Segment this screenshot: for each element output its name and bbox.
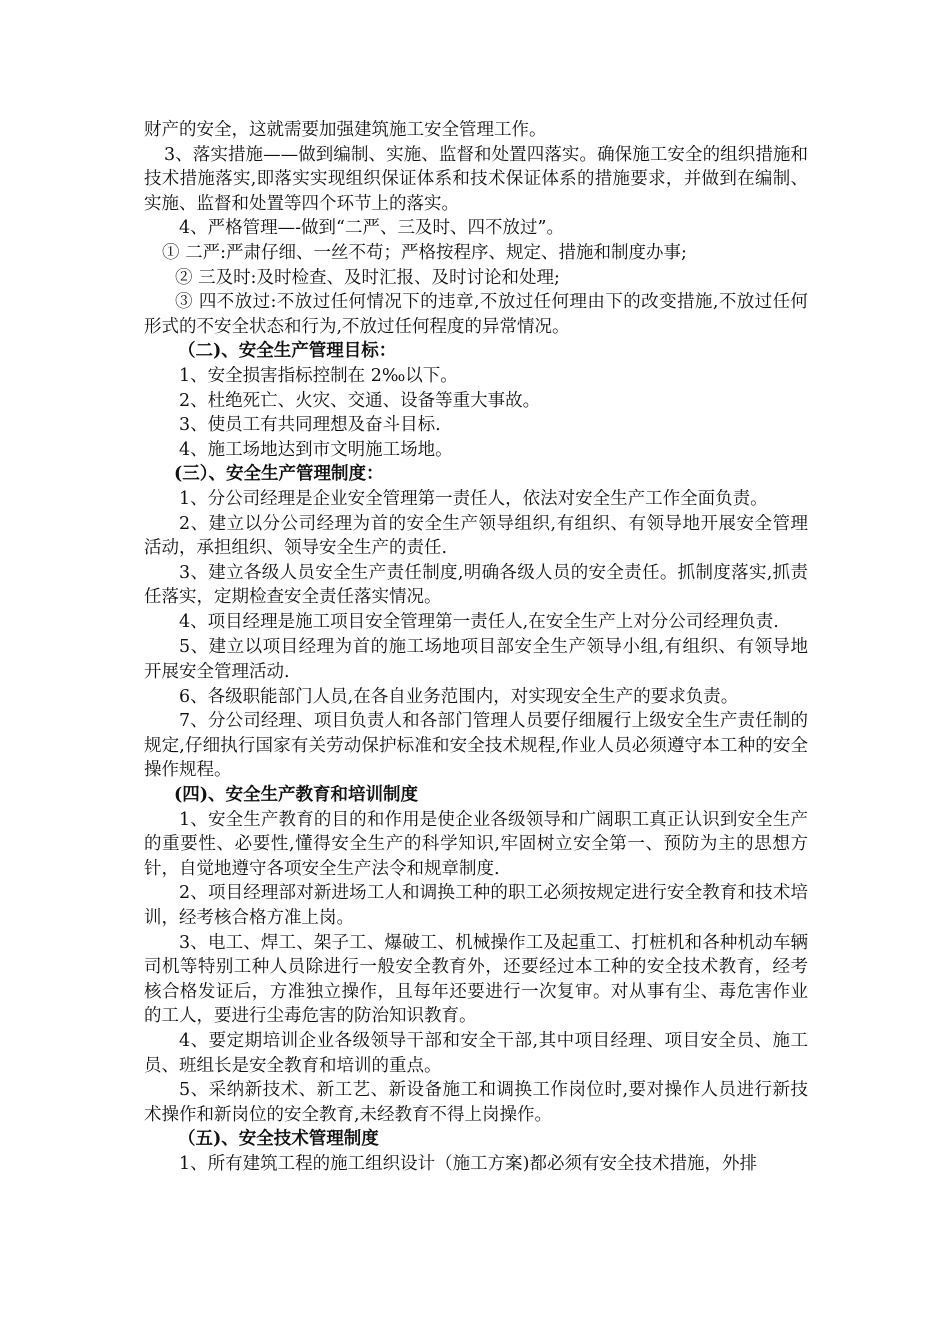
section-heading-2: （二)、安全生产管理目标： — [178, 341, 397, 362]
paragraph-circled-2: ② 三及时:及时检查、及时汇报、及时讨论和处理; — [175, 267, 560, 288]
list-item: 5、建立以项目经理为首的施工场地项目部安全生产领导小组,有组织、有领导地开展安全管理活动. — [144, 637, 808, 683]
document-page — [144, 118, 808, 1177]
paragraph-item-3: 3、落实措施——做到编制、实施、监督和处置四落实。确保施工安全的组织措施和技术措施落实,即落实实现组织保证体系和技术保证体系的措施要求，并做到在编制、实施、监督和处置等四个环节上的落实。 — [144, 144, 808, 214]
paragraph-circled-1: ① 二严:严肃仔细、一丝不苟；严格按程序、规定、措施和制度办事; — [162, 242, 687, 263]
list-item: 2、杜绝死亡、火灾、交通、设备等重大事故。 — [179, 390, 541, 411]
section-heading-5: （五)、安全技术管理制度 — [178, 1129, 379, 1150]
list-item: 2、建立以分公司经理为首的安全生产领导组织,有组织、有领导地开展安全管理活动，承担组织、领导安全生产的责任. — [144, 513, 808, 559]
list-item: 4、要定期培训企业各级领导干部和安全干部,其中项目经理、项目安全员、施工员、班组长是安全教育和培训的重点。 — [144, 1030, 808, 1076]
section-heading-4: (四)、安全生产教育和培训制度 — [174, 785, 419, 806]
list-item: 7、分公司经理、项目负责人和各部门管理人员要仔细履行上级安全生产责任制的规定,仔细执行国家有关劳动保护标准和安全技术规程,作业人员必须遵守本工种的安全操作规程。 — [144, 711, 808, 781]
list-item: 1、分公司经理是企业安全管理第一责任人，依法对安全生产工作全面负责。 — [179, 488, 768, 509]
list-item: 1、安全生产教育的目的和作用是使企业各级领导和广阔职工真正认识到安全生产的重要性、必要性,懂得安全生产的科学知识,牢固树立安全第一、预防为主的思想方针，自觉地遵守各项安全生产法令和规章制度. — [144, 809, 808, 879]
section-heading-3: (三）、安全生产管理制度： — [174, 464, 384, 485]
paragraph-item-4: 4、严格管理—-做到“二严、三及时、四不放过”。 — [179, 218, 564, 239]
paragraph-circled-3: ③ 四不放过:不放过任何情况下的违章,不放过任何理由下的改变措施,不放过任何形式的不安全状态和行为,不放过任何程度的异常情况。 — [144, 292, 808, 337]
list-item: 3、电工、焊工、架子工、爆破工、机械操作工及起重工、打桩机和各种机动车辆司机等特别工种人员除进行一般安全教育外，还要经过本工种的安全技术教育，经考核合格发证后，方准独立操作，且每年还要进行一次复审。对从事有尘、毒危害作业的工人，要进行尘毒危害的防治知识教育。 — [144, 932, 808, 1027]
paragraph-continuation: 财产的安全，这就需要加强建筑施工安全管理工作。 — [144, 120, 547, 140]
list-item: 4、施工场地达到市文明施工场地。 — [179, 439, 453, 460]
list-item: 2、项目经理部对新进场工人和调换工种的职工必须按规定进行安全教育和技术培训，经考核合格方准上岗。 — [144, 883, 808, 928]
list-item: 3、建立各级人员安全生产责任制度,明确各级人员的安全责任。抓制度落实,抓责任落实，定期检查安全责任落实情况。 — [144, 562, 808, 608]
list-item: 4、项目经理是施工项目安全管理第一责任人,在安全生产上对分公司经理负责. — [179, 611, 779, 632]
list-item: 1、安全损害指标控制在 2‰以下。 — [179, 365, 458, 386]
list-item: 6、各级职能部门人员,在各自业务范围内，对实现安全生产的要求负责。 — [179, 686, 739, 707]
list-item: 1、所有建筑工程的施工组织设计（施工方案)都必须有安全技术措施，外排 — [179, 1153, 757, 1174]
list-item: 5、采纳新技术、新工艺、新设备施工和调换工作岗位时,要对操作人员进行新技术操作和新岗位的安全教育,未经教育不得上岗操作。 — [144, 1080, 808, 1125]
list-item: 3、使员工有共同理想及奋斗目标. — [179, 415, 441, 436]
